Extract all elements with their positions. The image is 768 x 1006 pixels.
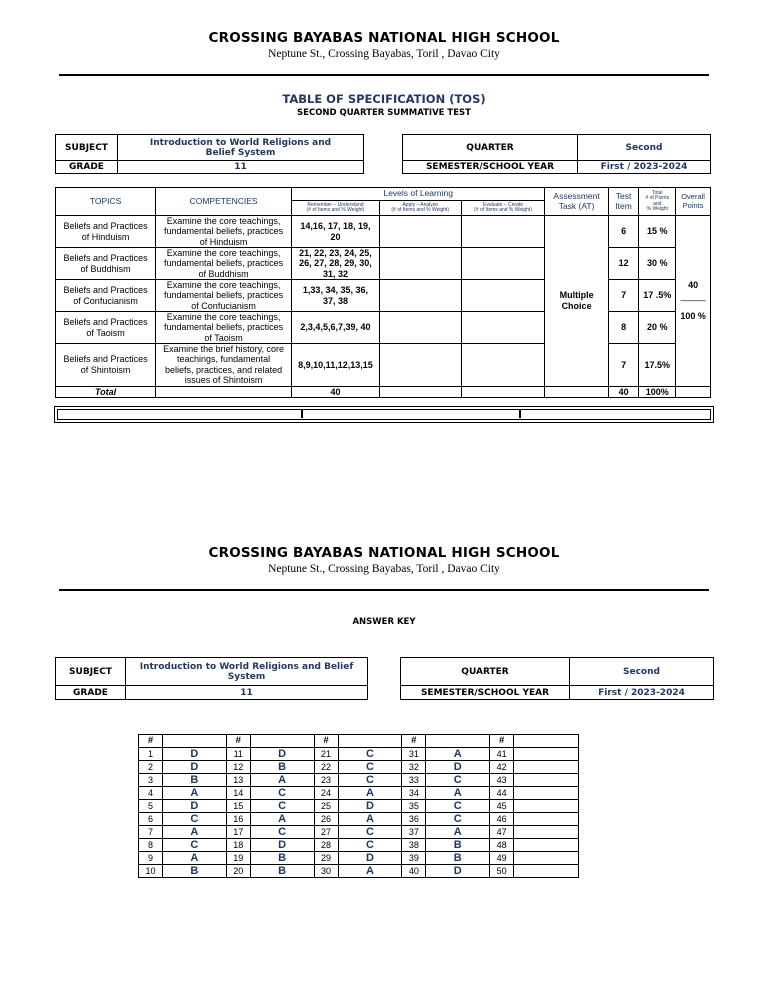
- quarter-info-table-2: [400, 657, 714, 700]
- competency-line: Examine the core teachings,: [166, 216, 281, 226]
- answer-letter: C: [162, 812, 226, 825]
- total-overall-cell: [676, 386, 711, 397]
- overall-cell: [676, 216, 711, 387]
- question-number: 3: [139, 773, 163, 786]
- level-2-cell: [379, 312, 461, 344]
- total-label: Total: [56, 386, 156, 397]
- question-number: 22: [314, 760, 338, 773]
- competency-line: fundamental beliefs, practices: [164, 258, 284, 269]
- level-3-cell: [461, 344, 545, 386]
- question-number: 32: [402, 760, 426, 773]
- question-number: 45: [490, 799, 514, 812]
- question-number: 29: [314, 851, 338, 864]
- topic-line: Beliefs and Practices: [63, 253, 148, 264]
- grade-value: 11: [118, 161, 364, 174]
- weight-cell: 17 .5%: [639, 280, 676, 312]
- answer-letter: [514, 747, 579, 760]
- tos-table: [55, 187, 711, 398]
- answer-letter: C: [162, 838, 226, 851]
- question-number: 28: [314, 838, 338, 851]
- header-test-item: [608, 188, 639, 216]
- header-divider-2: [59, 589, 709, 591]
- question-number: 9: [139, 851, 163, 864]
- question-number: 19: [226, 851, 250, 864]
- answer-letter: C: [426, 812, 490, 825]
- answer-letter: [514, 812, 579, 825]
- header-total-line-2: # of Points: [645, 195, 670, 201]
- header-total-line-1: Total: [652, 189, 663, 196]
- question-number: 46: [490, 812, 514, 825]
- total-level-2-cell: [379, 386, 461, 397]
- competency-line: Examine the core teachings,: [166, 280, 281, 291]
- items-line: 26, 27, 28, 29, 30,: [299, 258, 372, 269]
- competency-cell: [156, 312, 292, 344]
- header-level-1: [292, 201, 380, 216]
- answer-letter: C: [338, 760, 402, 773]
- answer-key-table: [138, 734, 579, 878]
- question-number: 44: [490, 786, 514, 799]
- question-number: 49: [490, 851, 514, 864]
- competency-cell: [156, 216, 292, 248]
- header-assessment: [545, 188, 608, 216]
- total-items: 40: [292, 386, 380, 397]
- question-number: 24: [314, 786, 338, 799]
- header-levels: Levels of Learning: [292, 188, 545, 201]
- answer-letter: A: [338, 812, 402, 825]
- question-number: 35: [402, 799, 426, 812]
- answer-letter: B: [250, 760, 314, 773]
- question-number: 26: [314, 812, 338, 825]
- topic-cell: [56, 216, 156, 248]
- answer-letter: A: [426, 786, 490, 799]
- tos-row: [56, 216, 711, 248]
- level-3-cell: [461, 280, 545, 312]
- header-overall: [676, 188, 711, 216]
- question-number: 1: [139, 747, 163, 760]
- header-level-3-name: Evaluate – Create: [483, 201, 524, 208]
- subject-info-table-2: [55, 657, 368, 700]
- header-overall-line-2: Points: [682, 200, 704, 210]
- question-number: 41: [490, 747, 514, 760]
- answer-letter: B: [162, 773, 226, 786]
- answer-letter: D: [426, 760, 490, 773]
- answer-letter: B: [426, 851, 490, 864]
- header-total-line-4: % Weight: [646, 206, 668, 212]
- answer-key-row: [139, 786, 579, 799]
- level-2-cell: [379, 344, 461, 386]
- question-number: 13: [226, 773, 250, 786]
- quarter-value: Second: [578, 135, 711, 161]
- topic-line: of Buddhism: [80, 263, 131, 274]
- level-3-cell: [461, 216, 545, 248]
- competency-line: of Confucianism: [191, 300, 256, 311]
- number-header: #: [402, 735, 426, 748]
- competency-line: fundamental beliefs, practices: [164, 226, 284, 237]
- answer-key-row: [139, 851, 579, 864]
- competency-line: teachings, fundamental: [177, 354, 271, 365]
- answer-letter: C: [250, 799, 314, 812]
- items-line: 20: [330, 231, 341, 242]
- assessment-line-1: Multiple: [559, 290, 594, 301]
- header-level-3: [461, 201, 545, 216]
- items-line: 14,16, 17, 18, 19,: [300, 221, 371, 232]
- competency-cell: [156, 280, 292, 312]
- level-2-cell: [379, 216, 461, 248]
- question-number: 18: [226, 838, 250, 851]
- signature-bar-divider: [301, 409, 303, 418]
- question-number: 6: [139, 812, 163, 825]
- competency-line: of Hinduism: [199, 236, 248, 247]
- competency-line: fundamental beliefs, practices: [164, 322, 284, 333]
- assessment-line-2: Choice: [561, 300, 592, 311]
- answer-letter: C: [338, 747, 402, 760]
- tos-row: [56, 248, 711, 280]
- topic-line: of Taoism: [86, 327, 125, 338]
- total-level-3-cell: [461, 386, 545, 397]
- header-assessment-line-1: Assessment: [553, 190, 600, 201]
- question-number: 2: [139, 760, 163, 773]
- quarter-info-table: [402, 134, 711, 174]
- question-number: 34: [402, 786, 426, 799]
- answer-letter: A: [338, 786, 402, 799]
- question-number: 38: [402, 838, 426, 851]
- competency-line: fundamental beliefs, practices: [164, 290, 284, 301]
- competency-line: Examine the core teachings,: [166, 312, 281, 323]
- answer-letter: A: [426, 747, 490, 760]
- answer-letter: [514, 786, 579, 799]
- competency-line: beliefs, practices, and related: [165, 364, 283, 375]
- answer-key-row: [139, 773, 579, 786]
- weight-cell: 17.5%: [639, 344, 676, 386]
- grade-label-2: GRADE: [56, 686, 126, 700]
- answer-letter: A: [250, 812, 314, 825]
- answer-letter: D: [162, 760, 226, 773]
- question-number: 12: [226, 760, 250, 773]
- items-cell: [292, 344, 380, 386]
- answer-letter: D: [338, 799, 402, 812]
- header-topics: TOPICS: [56, 188, 156, 216]
- test-item-cell: 7: [608, 280, 639, 312]
- answer-letter: D: [250, 747, 314, 760]
- topic-line: of Hinduism: [81, 231, 130, 242]
- answer-header: [162, 735, 226, 748]
- quarter-label: QUARTER: [403, 135, 578, 161]
- items-cell: [292, 248, 380, 280]
- quarter-value-2: Second: [570, 658, 714, 686]
- question-number: 17: [226, 825, 250, 838]
- answer-key-row: [139, 864, 579, 877]
- weight-cell: 15 %: [639, 216, 676, 248]
- answer-key-row: [139, 812, 579, 825]
- total-assessment-cell: [545, 386, 608, 397]
- answer-letter: C: [426, 773, 490, 786]
- answer-letter: C: [338, 825, 402, 838]
- answer-letter: [514, 851, 579, 864]
- semester-label-2: SEMESTER/SCHOOL YEAR: [401, 686, 570, 700]
- competency-cell: [156, 248, 292, 280]
- header-test-line-2: Item: [615, 200, 632, 211]
- items-line: 1,33, 34, 35, 36,: [302, 285, 368, 296]
- grade-value-2: 11: [126, 686, 368, 700]
- signature-bar-divider: [519, 409, 521, 418]
- question-number: 36: [402, 812, 426, 825]
- answer-key-row: [139, 747, 579, 760]
- items-line: 21, 22, 23, 24, 25,: [299, 248, 372, 259]
- answer-letter: B: [250, 851, 314, 864]
- signature-bar-inner: [57, 409, 711, 420]
- competency-line: issues of Shintoism: [184, 375, 263, 386]
- answer-header: [338, 735, 402, 748]
- question-number: 7: [139, 825, 163, 838]
- question-number: 16: [226, 812, 250, 825]
- answer-letter: [514, 773, 579, 786]
- question-number: 15: [226, 799, 250, 812]
- answer-letter: A: [426, 825, 490, 838]
- header-level-1-name: Remember – Understand: [307, 201, 364, 208]
- test-item-cell: 8: [608, 312, 639, 344]
- tos-subtitle: SECOND QUARTER SUMMATIVE TEST: [297, 108, 471, 118]
- subject-line-2: System: [227, 671, 266, 682]
- school-name-2: CROSSING BAYABAS NATIONAL HIGH SCHOOL: [208, 545, 560, 561]
- items-cell: [292, 280, 380, 312]
- header-level-3-sub: (# of Items and % Weight): [474, 207, 532, 213]
- total-test-item: 40: [608, 386, 639, 397]
- answer-key-row: [139, 760, 579, 773]
- question-number: 48: [490, 838, 514, 851]
- subject-label-2: SUBJECT: [56, 658, 126, 686]
- answer-letter: D: [338, 851, 402, 864]
- answer-letter: C: [338, 773, 402, 786]
- test-item-cell: 7: [608, 344, 639, 386]
- question-number: 5: [139, 799, 163, 812]
- level-3-cell: [461, 312, 545, 344]
- topic-line: of Shintoism: [80, 364, 131, 375]
- competency-line: of Buddhism: [198, 268, 249, 279]
- tos-row: [56, 280, 711, 312]
- header-total-line-3: and: [653, 200, 662, 207]
- question-number: 25: [314, 799, 338, 812]
- topic-cell: [56, 280, 156, 312]
- subject-line-1: Introduction to World Religions and Belief: [139, 661, 354, 672]
- question-number: 42: [490, 760, 514, 773]
- topic-line: Beliefs and Practices: [63, 317, 148, 328]
- header-level-2-sub: (# of Items and % Weight): [391, 207, 450, 213]
- question-number: 40: [402, 864, 426, 877]
- answer-key-row: [139, 825, 579, 838]
- topic-cell: [56, 248, 156, 280]
- topic-line: Beliefs and Practices: [63, 354, 148, 365]
- overall-percent: 100 %: [680, 310, 706, 321]
- answer-letter: A: [338, 864, 402, 877]
- answer-letter: A: [250, 773, 314, 786]
- number-header: #: [139, 735, 163, 748]
- question-number: 31: [402, 747, 426, 760]
- level-2-cell: [379, 280, 461, 312]
- semester-value-2: First / 2023-2024: [570, 686, 714, 700]
- header-competencies: COMPETENCIES: [156, 188, 292, 216]
- answer-letter: A: [162, 825, 226, 838]
- items-line: 8,9,10,11,12,13,15: [298, 359, 373, 370]
- answer-letter: D: [162, 799, 226, 812]
- question-number: 23: [314, 773, 338, 786]
- answer-letter: C: [250, 786, 314, 799]
- topic-line: of Confucianism: [73, 295, 138, 306]
- subject-line-2: Belief System: [205, 147, 276, 158]
- answer-letter: [514, 838, 579, 851]
- answer-letter: C: [426, 799, 490, 812]
- topic-line: Beliefs and Practices: [63, 285, 148, 296]
- subject-info-table: [55, 134, 364, 174]
- competency-cell: [156, 344, 292, 386]
- answer-header: [250, 735, 314, 748]
- quarter-label-2: QUARTER: [401, 658, 570, 686]
- competency-line: Examine the core teachings,: [166, 248, 281, 259]
- overall-line: _____: [680, 290, 706, 301]
- header-level-1-sub: (# of Items and % Weight): [306, 207, 365, 213]
- header-total: [639, 188, 676, 216]
- weight-cell: 30 %: [639, 248, 676, 280]
- header-divider: [59, 74, 709, 76]
- school-name: CROSSING BAYABAS NATIONAL HIGH SCHOOL: [208, 30, 560, 46]
- answer-key-row: [139, 838, 579, 851]
- header-level-2: [379, 201, 461, 216]
- answer-letter: D: [250, 838, 314, 851]
- header-test-line-1: Test: [615, 190, 632, 201]
- school-address: Neptune St., Crossing Bayabas, Toril , Davao City: [268, 48, 500, 60]
- question-number: 47: [490, 825, 514, 838]
- subject-value-2: [126, 658, 368, 686]
- total-weight: 100%: [639, 386, 676, 397]
- question-number: 37: [402, 825, 426, 838]
- test-item-cell: 6: [608, 216, 639, 248]
- assessment-cell: [545, 216, 608, 387]
- question-number: 4: [139, 786, 163, 799]
- semester-label: SEMESTER/SCHOOL YEAR: [403, 161, 578, 174]
- question-number: 8: [139, 838, 163, 851]
- school-address-2: Neptune St., Crossing Bayabas, Toril , Davao City: [268, 563, 500, 575]
- answer-letter: C: [250, 825, 314, 838]
- answer-letter: [514, 864, 579, 877]
- subject-line-1: Introduction to World Religions and: [149, 137, 332, 148]
- question-number: 14: [226, 786, 250, 799]
- weight-cell: 20 %: [639, 312, 676, 344]
- answer-letter: B: [250, 864, 314, 877]
- number-header: #: [490, 735, 514, 748]
- level-3-cell: [461, 248, 545, 280]
- answer-letter: B: [426, 838, 490, 851]
- answer-letter: [514, 799, 579, 812]
- question-number: 11: [226, 747, 250, 760]
- tos-total-row: [56, 386, 711, 397]
- items-line: 31, 32: [322, 268, 348, 279]
- items-cell: [292, 312, 380, 344]
- tos-title: TABLE OF SPECIFICATION (TOS): [282, 92, 486, 106]
- answer-key-row: [139, 799, 579, 812]
- header-assessment-line-2: Task (AT): [558, 200, 595, 211]
- items-line: 2,3,4,5,6,7,39, 40: [300, 322, 371, 333]
- question-number: 20: [226, 864, 250, 877]
- question-number: 27: [314, 825, 338, 838]
- answer-letter: [514, 825, 579, 838]
- answer-letter: B: [162, 864, 226, 877]
- answer-header: [426, 735, 490, 748]
- test-item-cell: 12: [608, 248, 639, 280]
- items-line: 37, 38: [322, 295, 348, 306]
- question-number: 39: [402, 851, 426, 864]
- topic-cell: [56, 312, 156, 344]
- answer-key-header-row: [139, 735, 579, 748]
- answer-letter: D: [162, 747, 226, 760]
- answer-key-title: ANSWER KEY: [352, 617, 416, 627]
- question-number: 33: [402, 773, 426, 786]
- header-overall-line-1: Overall: [681, 192, 705, 202]
- tos-row: [56, 312, 711, 344]
- number-header: #: [226, 735, 250, 748]
- question-number: 50: [490, 864, 514, 877]
- semester-value: First / 2023-2024: [578, 161, 711, 174]
- overall-points: 40: [688, 280, 699, 291]
- total-competency-cell: [156, 386, 292, 397]
- level-2-cell: [379, 248, 461, 280]
- number-header: #: [314, 735, 338, 748]
- answer-header: [514, 735, 579, 748]
- question-number: 21: [314, 747, 338, 760]
- question-number: 10: [139, 864, 163, 877]
- competency-line: Examine the brief history, core: [163, 344, 285, 355]
- answer-letter: [514, 760, 579, 773]
- items-cell: [292, 216, 380, 248]
- answer-letter: C: [338, 838, 402, 851]
- question-number: 30: [314, 864, 338, 877]
- signature-bar: [54, 406, 714, 423]
- topic-cell: [56, 344, 156, 386]
- header-level-2-name: Apply – Analyze: [402, 201, 439, 208]
- competency-line: of Taoism: [204, 332, 243, 343]
- answer-letter: A: [162, 786, 226, 799]
- tos-row: [56, 344, 711, 386]
- answer-letter: D: [426, 864, 490, 877]
- question-number: 43: [490, 773, 514, 786]
- topic-line: Beliefs and Practices: [63, 221, 148, 232]
- subject-value: [118, 135, 364, 161]
- answer-letter: A: [162, 851, 226, 864]
- grade-label: GRADE: [56, 161, 118, 174]
- subject-label: SUBJECT: [56, 135, 118, 161]
